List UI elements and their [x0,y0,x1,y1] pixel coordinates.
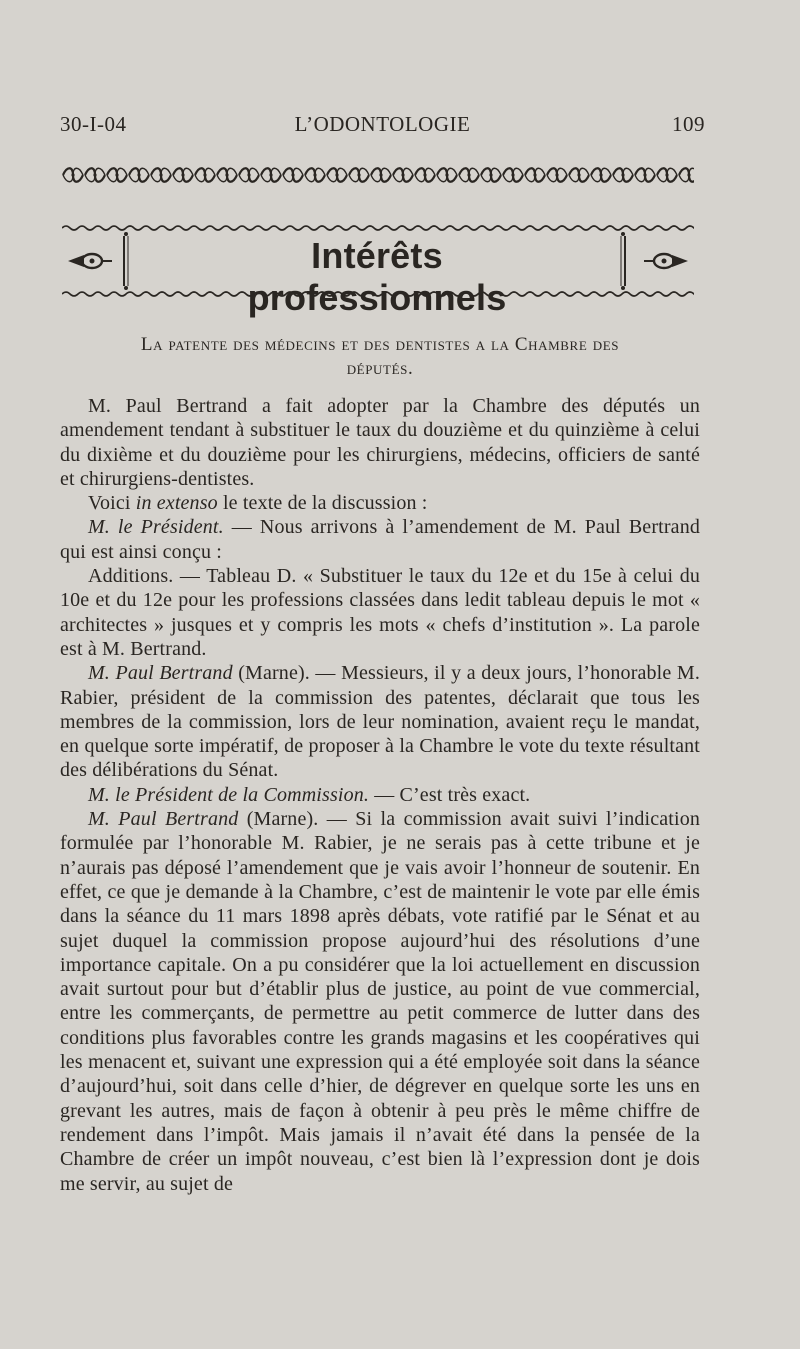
italic-phrase: in extenso [135,492,218,515]
article-heading-line-2 [60,357,700,381]
article-heading [60,333,700,381]
paragraph-bertrand-1 [60,661,700,782]
speech-text: — Nous arrivons à l’amendement de M. Paul Bertrand qui est ainsi conçu : [60,516,700,563]
left-pointing-hand-ornament [68,254,112,268]
running-head [60,112,705,142]
article-body [60,394,700,1196]
paragraph-president-commission [60,783,700,807]
speech-text: (Marne). — Si la commission avait suivi l’indication formulée par l’honorable M. Rabier, je ne serais pas à cette tribune et je n’aurais pas déposé l’amendement que je vais avoir l’honneur de soutenir. En effet, ce que je demande à la Chambre, c’est de maintenir le vote par elle émis dans la séance du 11 mars 1898 après débats, vote ratifié par le Sénat et au sujet duquel la commission propose aujourd’hui des résolutions d’une importance capitale. On a pu considérer que la loi actuellement en discussion avait surtout pour but d’établir plus de justice, au point de vue commercial, entre les commerçants, de permettre au petit commerce de lutter dans des conditions plus favorables contre les grands magasins et les coopératives qui les menacent et, suivant une expression qui a été employée soit dans la séance d’aujourd’hui, soit dans celle d’hier, de dégrever en quelque sorte les uns en grevant les autres, mais de façon à obtenir à peu près le même chiffre de rendement dans l’impôt. Mais jamais il n’avait été dans la pensée de la Chambre de créer un impôt nouveau, c’est bien là l’expression dont je dois me servir, au sujet de [60,808,700,1195]
paragraph-bertrand-2 [60,807,700,1196]
paragraph-text: le texte de la discussion : [217,492,428,515]
speaker-name: M. Paul Bertrand [88,808,239,831]
speech-text: (Marne). — Messieurs, il y a deux jours, l’honorable M. Rabier, président de la commission des patentes, déclarait que tous les membres de la commission, lors de leur nomination, avaient reçu le mandat, en quelque sorte impératif, de proposer à la Chambre le vote du texte résultant des délibérations du Sénat. [60,662,700,782]
right-pointing-hand-ornament [644,254,688,268]
article-heading-line-1 [60,333,700,357]
banner-left-rule [124,232,128,290]
journal-title: L’ODONTOLOGIE [294,112,471,136]
paragraph-intro [60,394,700,491]
heading-text-1: La patente des médecins et des dentistes a la Chambre des [140,334,620,355]
heading-text-2: députés. [346,358,414,379]
page-number: 109 [672,112,705,136]
speaker-name: M. le Président. [88,516,224,539]
paragraph-text: M. Paul Bertrand a fait adopter par la Chambre des députés un amendement tendant à substituer le taux du douzième et du quinzième à celui du dixième et du douzième pour les chirurgiens, médecins, officiers de santé et chirurgiens-dentistes. [60,395,700,490]
paragraph-president-1 [60,515,700,564]
issue-date: 30-I-04 [60,112,127,136]
speaker-name: M. le Président de la Commission. [88,783,370,806]
paragraph-text: Additions. — Tableau D. « Substituer le taux du 12e et du 15e à celui du 10e et du 12e pour les professions classées dans ledit tableau depuis le mot « architectes » jusques et y compris les mots « chefs d’institution ». La parole est à M. Bertrand. [60,565,700,660]
speech-text: — C’est très exact. [369,783,531,806]
banner-right-rule [621,232,625,290]
interlaced-knot-border-ornament [62,165,694,185]
paragraph-additions [60,564,700,661]
speaker-name: M. Paul Bertrand [88,662,233,685]
section-title: Intérêts professionnels [247,235,507,318]
paragraph-text: Voici [88,492,136,515]
paragraph-extenso [60,491,700,515]
section-title-banner [62,222,694,318]
